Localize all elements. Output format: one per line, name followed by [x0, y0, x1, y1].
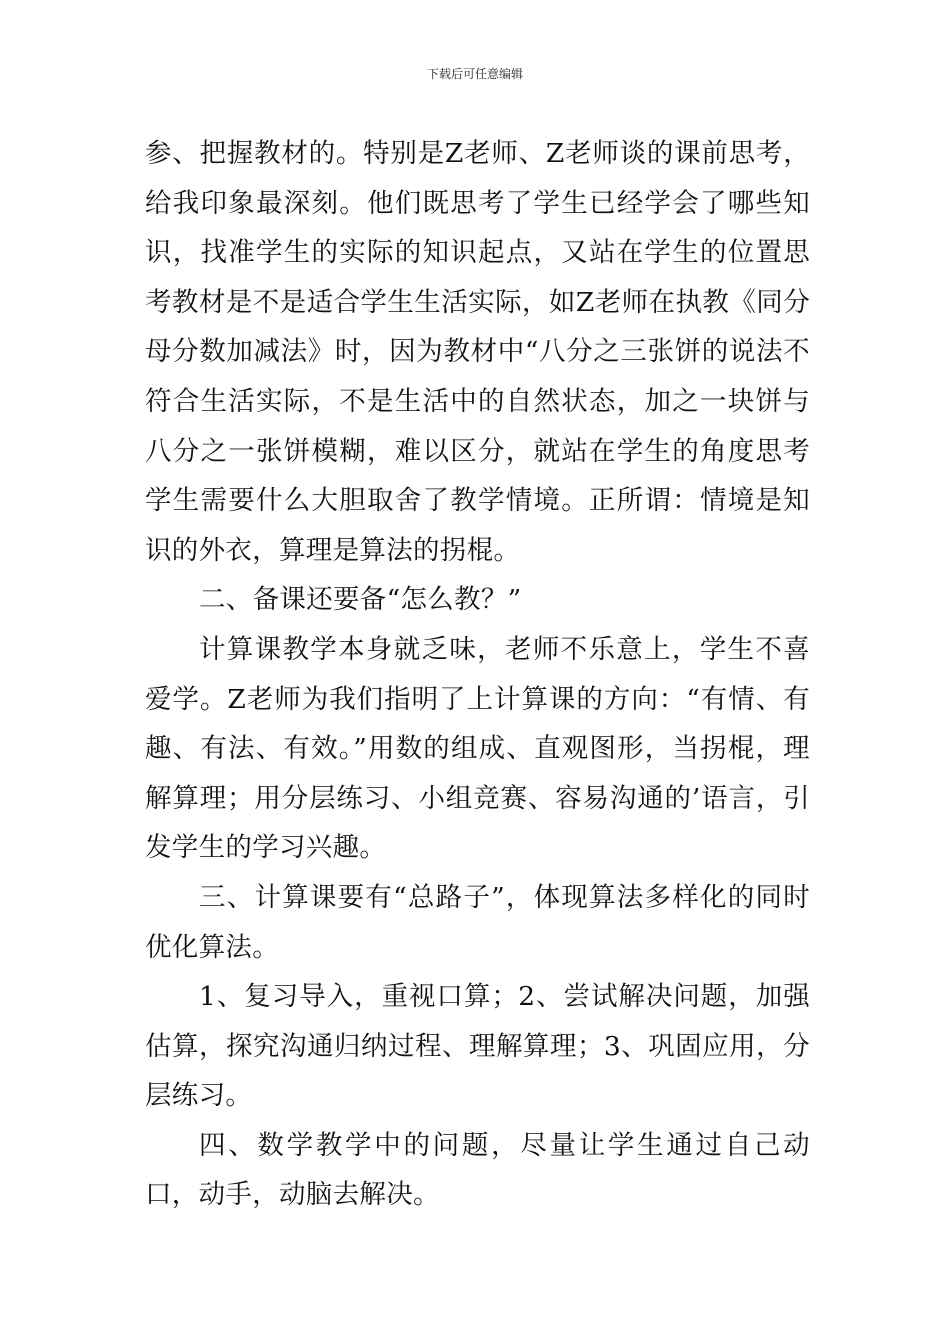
- page-header: 下载后可任意编辑: [426, 67, 523, 81]
- paragraph-steps: 1、复习导入，重视口算；2、尝试解决问题，加强估算，探究沟通归纳过程、理解算理；3、巩固应用，分层练习。: [145, 981, 810, 1112]
- paragraph-continuation: 参、把握教材的。特别是Z老师、Z老师谈的课前思考，给我印象最深刻。他们既思考了学生已经学会了哪些知识，找准学生的实际的知识起点，又站在学生的位置思考教材是不是适合学生生活实际，如Z老师在执教《同分母分数加减法》时，因为教材中“八分之三张饼的说法不符合生活实际，不是生活中的自然状态，加之一块饼与八分之一张饼模糊，难以区分，就站在学生的角度思考学生需要什么大胆取舍了教学情境。正所谓：情境是知识的外衣，算理是算法的拐棍。: [145, 138, 810, 566]
- section-heading-3: 三、计算课要有“总路子”，体现算法多样化的同时优化算法。: [145, 881, 810, 963]
- paragraph-calculation-teaching: 计算课教学本身就乏味，老师不乐意上，学生不喜爱学。Z老师为我们指明了上计算课的方向：“有情、有趣、有法、有效。”用数的组成、直观图形，当拐棍，理解算理；用分层练习、小组竞赛、容易沟通的’语言，引发学生的学习兴趣。: [145, 633, 810, 864]
- document-body: [145, 129, 810, 1220]
- section-heading-2: 二、备课还要备“怎么教？”: [199, 584, 522, 616]
- section-heading-4: 四、数学教学中的问题，尽量让学生通过自己动口，动手，动脑去解决。: [145, 1129, 810, 1211]
